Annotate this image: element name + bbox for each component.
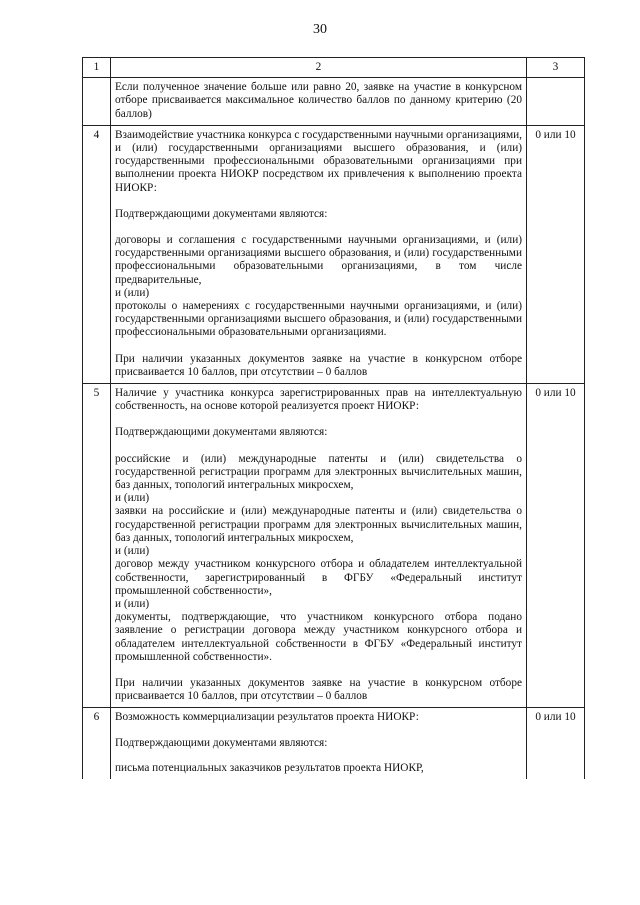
row-number: 6 <box>83 708 111 779</box>
document-item: документы, подтверждающие, что участником конкурсного отбора подано заявление о регистрации договора между участником конкурсного отбора и обладателем интеллектуальной собственности в ФГБУ «Федеральный институт промышленной собственности». <box>115 611 522 663</box>
document-item: заявки на российские и (или) международные патенты и (или) свидетельства о государственной регистрации программ для электронных вычислительных машин, баз данных, топологий интегральных микросхем, <box>115 505 522 544</box>
criterion-text <box>111 78 527 126</box>
document-item: письма потенциальных заказчиков результатов проекта НИОКР, <box>115 761 424 774</box>
documents-heading: Подтверждающими документами являются: <box>115 426 328 439</box>
criterion-paragraph: Если полученное значение больше или равно 20, заявке на участие в конкурсном отборе присваивается максимальное количество баллов по данному критерию (20 баллов) <box>115 81 522 120</box>
criterion-text <box>111 125 527 383</box>
header-col-1: 1 <box>83 58 111 78</box>
or-separator: и (или) <box>115 545 150 558</box>
table-row <box>83 125 585 383</box>
table-row <box>83 384 585 708</box>
documents-heading: Подтверждающими документами являются: <box>115 207 328 220</box>
documents-heading: Подтверждающими документами являются: <box>115 736 328 749</box>
criterion-text <box>111 708 527 779</box>
document-item: российские и (или) международные патенты и (или) свидетельства о государственной регистрации программ для электронных вычислительных машин, баз данных, топологий интегральных микросхем, <box>115 452 522 492</box>
or-separator: и (или) <box>115 492 150 505</box>
row-score: 0 или 10 <box>527 384 585 708</box>
row-score <box>527 78 585 126</box>
document-item: протоколы о намерениях с государственными научными организациями, и (или) государственными организациями высшего образования, и (или) государственными профессиональными образовательными организациями. <box>115 300 522 339</box>
or-separator: и (или) <box>115 597 150 610</box>
header-col-3: 3 <box>527 58 585 78</box>
header-col-2: 2 <box>111 58 527 78</box>
row-number: 4 <box>83 125 111 383</box>
scoring-rule: При наличии указанных документов заявке на участие в конкурсном отборе присваивается 10 баллов, при отсутствии – 0 баллов <box>115 352 522 378</box>
table-header-row <box>83 58 585 78</box>
criterion-title: Наличие у участника конкурса зарегистрированных прав на интеллектуальную собственность, на основе которой реализуется проект НИОКР: <box>115 387 522 413</box>
document-item: договоры и соглашения с государственными научными организациями, и (или) государственными организациями высшего образования, и (или) государственными профессиональными образовательными организациями, в том числе предварительные, <box>115 234 522 286</box>
row-number <box>83 78 111 126</box>
or-separator: и (или) <box>115 286 150 299</box>
criterion-title: Возможность коммерциализации результатов проекта НИОКР: <box>115 711 419 724</box>
row-score: 0 или 10 <box>527 708 585 779</box>
criterion-title: Взаимодействие участника конкурса с государственными научными организациями, и (или) государственными организациями высшего образования, и (или) государственными профессиональными образовательными организациями при выполнении проекта НИОКР посредством их привлечения к выполнению проекта НИОКР: <box>115 128 522 194</box>
table-row <box>83 78 585 126</box>
scoring-rule: При наличии указанных документов заявке на участие в конкурсном отборе присваивается 10 баллов, при отсутствии – 0 баллов <box>115 676 522 703</box>
row-score: 0 или 10 <box>527 125 585 383</box>
document-item: договор между участником конкурсного отбора и обладателем интеллектуальной собственности, зарегистрированный в ФГБУ «Федеральный институт промышленной собственности», <box>115 558 522 597</box>
table-row <box>83 708 585 779</box>
row-number: 5 <box>83 384 111 708</box>
criterion-text <box>111 384 527 708</box>
criteria-table <box>82 57 585 779</box>
page-number: 30 <box>313 22 327 37</box>
